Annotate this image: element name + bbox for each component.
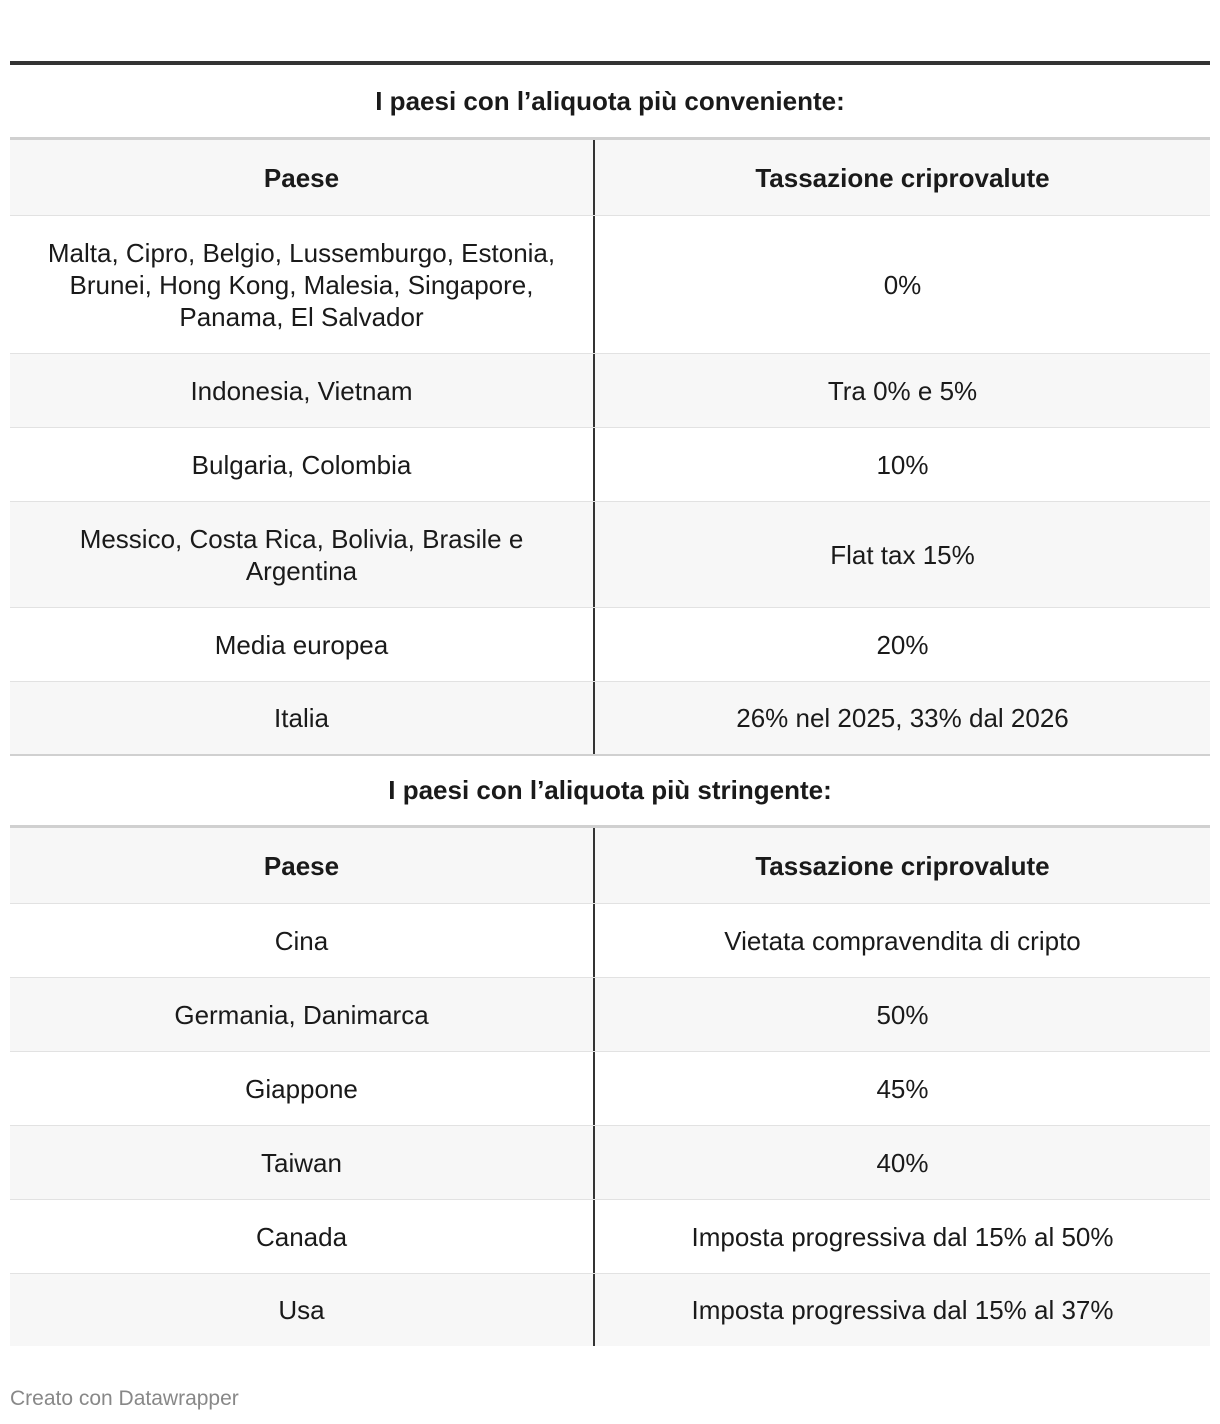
- table-row: [10, 502, 1210, 608]
- tax-cell: 20%: [876, 629, 929, 660]
- tax-cell: Imposta progressiva dal 15% al 37%: [691, 1295, 1114, 1325]
- country-cell: Italia: [10, 682, 595, 754]
- tax-cell: 10%: [876, 449, 929, 480]
- table-row: [10, 1126, 1210, 1200]
- table-row: [10, 216, 1210, 354]
- table-header-row: [10, 140, 1210, 216]
- table-row: [10, 608, 1210, 682]
- table-row: [10, 1274, 1210, 1346]
- country-cell: Germania, Danimarca: [10, 978, 595, 1051]
- country-cell: Usa: [10, 1274, 595, 1346]
- table-row: [10, 904, 1210, 978]
- country-cell: Canada: [10, 1200, 595, 1273]
- tax-cell: 0%: [883, 269, 922, 300]
- column-header-tax: Tassazione criprovalute: [755, 162, 1050, 193]
- section-title-strictest: I paesi con l’aliquota più stringente:: [10, 756, 1210, 828]
- column-header-country: Paese: [10, 140, 595, 215]
- table-row: [10, 354, 1210, 428]
- country-cell: Indonesia, Vietnam: [10, 354, 595, 427]
- table-row: [10, 1200, 1210, 1274]
- tax-cell: 45%: [876, 1073, 929, 1104]
- tax-cell: 40%: [876, 1147, 929, 1178]
- tax-cell: Flat tax 15%: [830, 539, 975, 570]
- table-row: [10, 682, 1210, 756]
- country-cell: Cina: [10, 904, 595, 977]
- country-cell: Messico, Costa Rica, Bolivia, Brasile e Argentina: [10, 502, 595, 607]
- tax-cell: Tra 0% e 5%: [827, 375, 978, 406]
- country-cell: Malta, Cipro, Belgio, Lussemburgo, Estonia, Brunei, Hong Kong, Malesia, Singapore, Panama, El Salvador: [10, 216, 595, 353]
- table-row: [10, 428, 1210, 502]
- tax-cell: Imposta progressiva dal 15% al 50%: [691, 1221, 1114, 1252]
- section-title-cheapest: I paesi con l’aliquota più conveniente:: [10, 65, 1210, 140]
- table-row: [10, 1052, 1210, 1126]
- tax-cell: 50%: [876, 999, 929, 1030]
- table-header-row: [10, 828, 1210, 904]
- column-header-country: Paese: [10, 828, 595, 903]
- country-cell: Media europea: [10, 608, 595, 681]
- table-row: [10, 978, 1210, 1052]
- datawrapper-credit: Creato con Datawrapper: [10, 1387, 239, 1410]
- column-header-tax: Tassazione criprovalute: [755, 850, 1050, 881]
- country-cell: Taiwan: [10, 1126, 595, 1199]
- country-cell: Giappone: [10, 1052, 595, 1125]
- country-cell: Bulgaria, Colombia: [10, 428, 595, 501]
- tax-cell: 26% nel 2025, 33% dal 2026: [736, 703, 1069, 733]
- tax-table: [10, 65, 1210, 1346]
- tax-cell: Vietata compravendita di cripto: [724, 925, 1081, 956]
